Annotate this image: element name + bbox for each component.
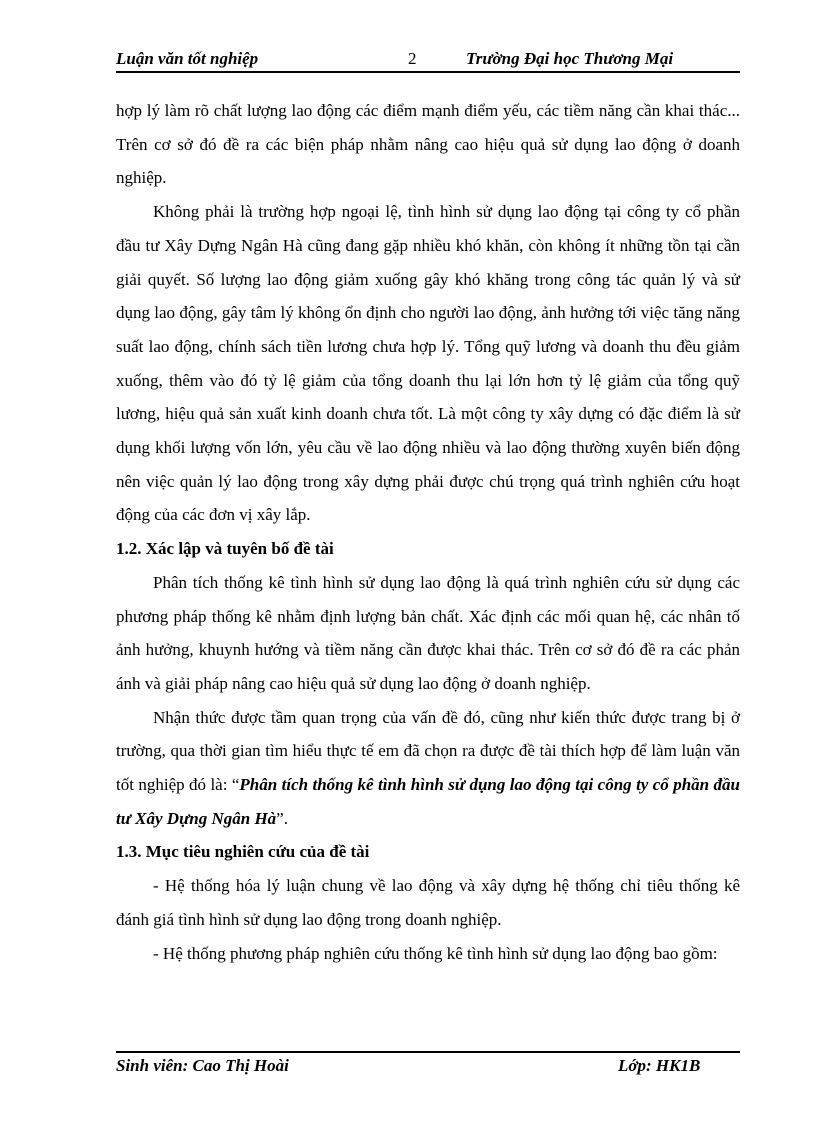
paragraph-topic-choice (116, 701, 740, 836)
page-number: 2 (408, 49, 417, 68)
thesis-title: Phân tích thống kê tình hình sử dụng lao động tại công ty cổ phần đầu tư Xây Dựng Ngân Hà (116, 775, 740, 828)
header-rule (116, 71, 740, 73)
header-thesis-label: Luận văn tốt nghiệp (116, 49, 259, 68)
paragraph-analysis-definition: Phân tích thống kê tình hình sử dụng lao động là quá trình nghiên cứu sử dụng các phương pháp thống kê nhằm định lượng bản chất. Xác định các mối quan hệ, các nhân tố ảnh hưởng, khuynh hướng và tiềm năng cần được khai thác. Trên cơ sở đó đề ra các phản ánh và giải pháp nâng cao hiệu quả sử dụng lao động ở doanh nghiệp. (116, 572, 740, 693)
paragraph-intro-continued: hợp lý làm rõ chất lượng lao động các điểm mạnh điểm yếu, các tiềm năng cần khai thác... Trên cơ sở đó đề ra các biện pháp nhằm nâng cao hiệu quả sử dụng lao động ở doanh nghiệp. (116, 101, 740, 188)
footer-student: Sinh viên: Cao Thị Hoài (116, 1056, 289, 1075)
footer-rule (116, 1051, 740, 1053)
list-item: - Hệ thống hóa lý luận chung về lao động và xây dựng hệ thống chỉ tiêu thống kê đánh giá tình hình sử dụng lao động trong doanh nghiệp. (116, 876, 740, 929)
paragraph-company-situation: Không phải là trường hợp ngoại lệ, tình hình sử dụng lao động tại công ty cổ phần đầu tư Xây Dựng Ngân Hà cũng đang gặp nhiều khó khăn, còn không ít những tồn tại cần giải quyết. Số lượng lao động giảm xuống gây khó khăng trong công tác quản lý và sử dụng lao động, gây tâm lý không ổn định cho người lao động, ảnh hưởng tới việc tăng năng suất lao động, chính sách tiền lương chưa hợp lý. Tổng quỹ lương và doanh thu đều giảm xuống, thêm vào đó tỷ lệ giảm của tổng doanh thu lại lớn hơn tỷ lệ giảm của tổng quỹ lương, hiệu quả sản xuất kinh doanh chưa tốt. Là một công ty xây dựng có đặc điểm là sử dụng khối lượng vốn lớn, yêu cầu về lao động nhiều và lao động thường xuyên biến động nên việc quản lý lao động trong xây dựng phải được chú trọng quá trình nghiên cứu hoạt động của các đơn vị xây lắp. (116, 202, 740, 525)
footer-class: Lớp: HK1B (618, 1056, 701, 1075)
section-heading-1-2: 1.2. Xác lập và tuyên bố đề tài (116, 539, 334, 559)
page-header (116, 46, 740, 72)
section-heading-1-3: 1.3. Mục tiêu nghiên cứu của đề tài (116, 842, 370, 862)
header-university: Trường Đại học Thương Mại (466, 49, 674, 68)
list-item: - Hệ thống phương pháp nghiên cứu thống kê tình hình sử dụng lao động bao gồm: (153, 943, 718, 963)
topic-text-after: ”. (276, 808, 288, 828)
topic-text-before: Nhận thức được tầm quan trọng của vấn đề đó, cũng như kiến thức được trang bị ở trường, qua thời gian tìm hiểu thực tế em đã chọn ra được đề tài thích hợp để làm luận văn tốt nghiệp đó là: “ (116, 707, 740, 795)
page-body (116, 94, 740, 970)
